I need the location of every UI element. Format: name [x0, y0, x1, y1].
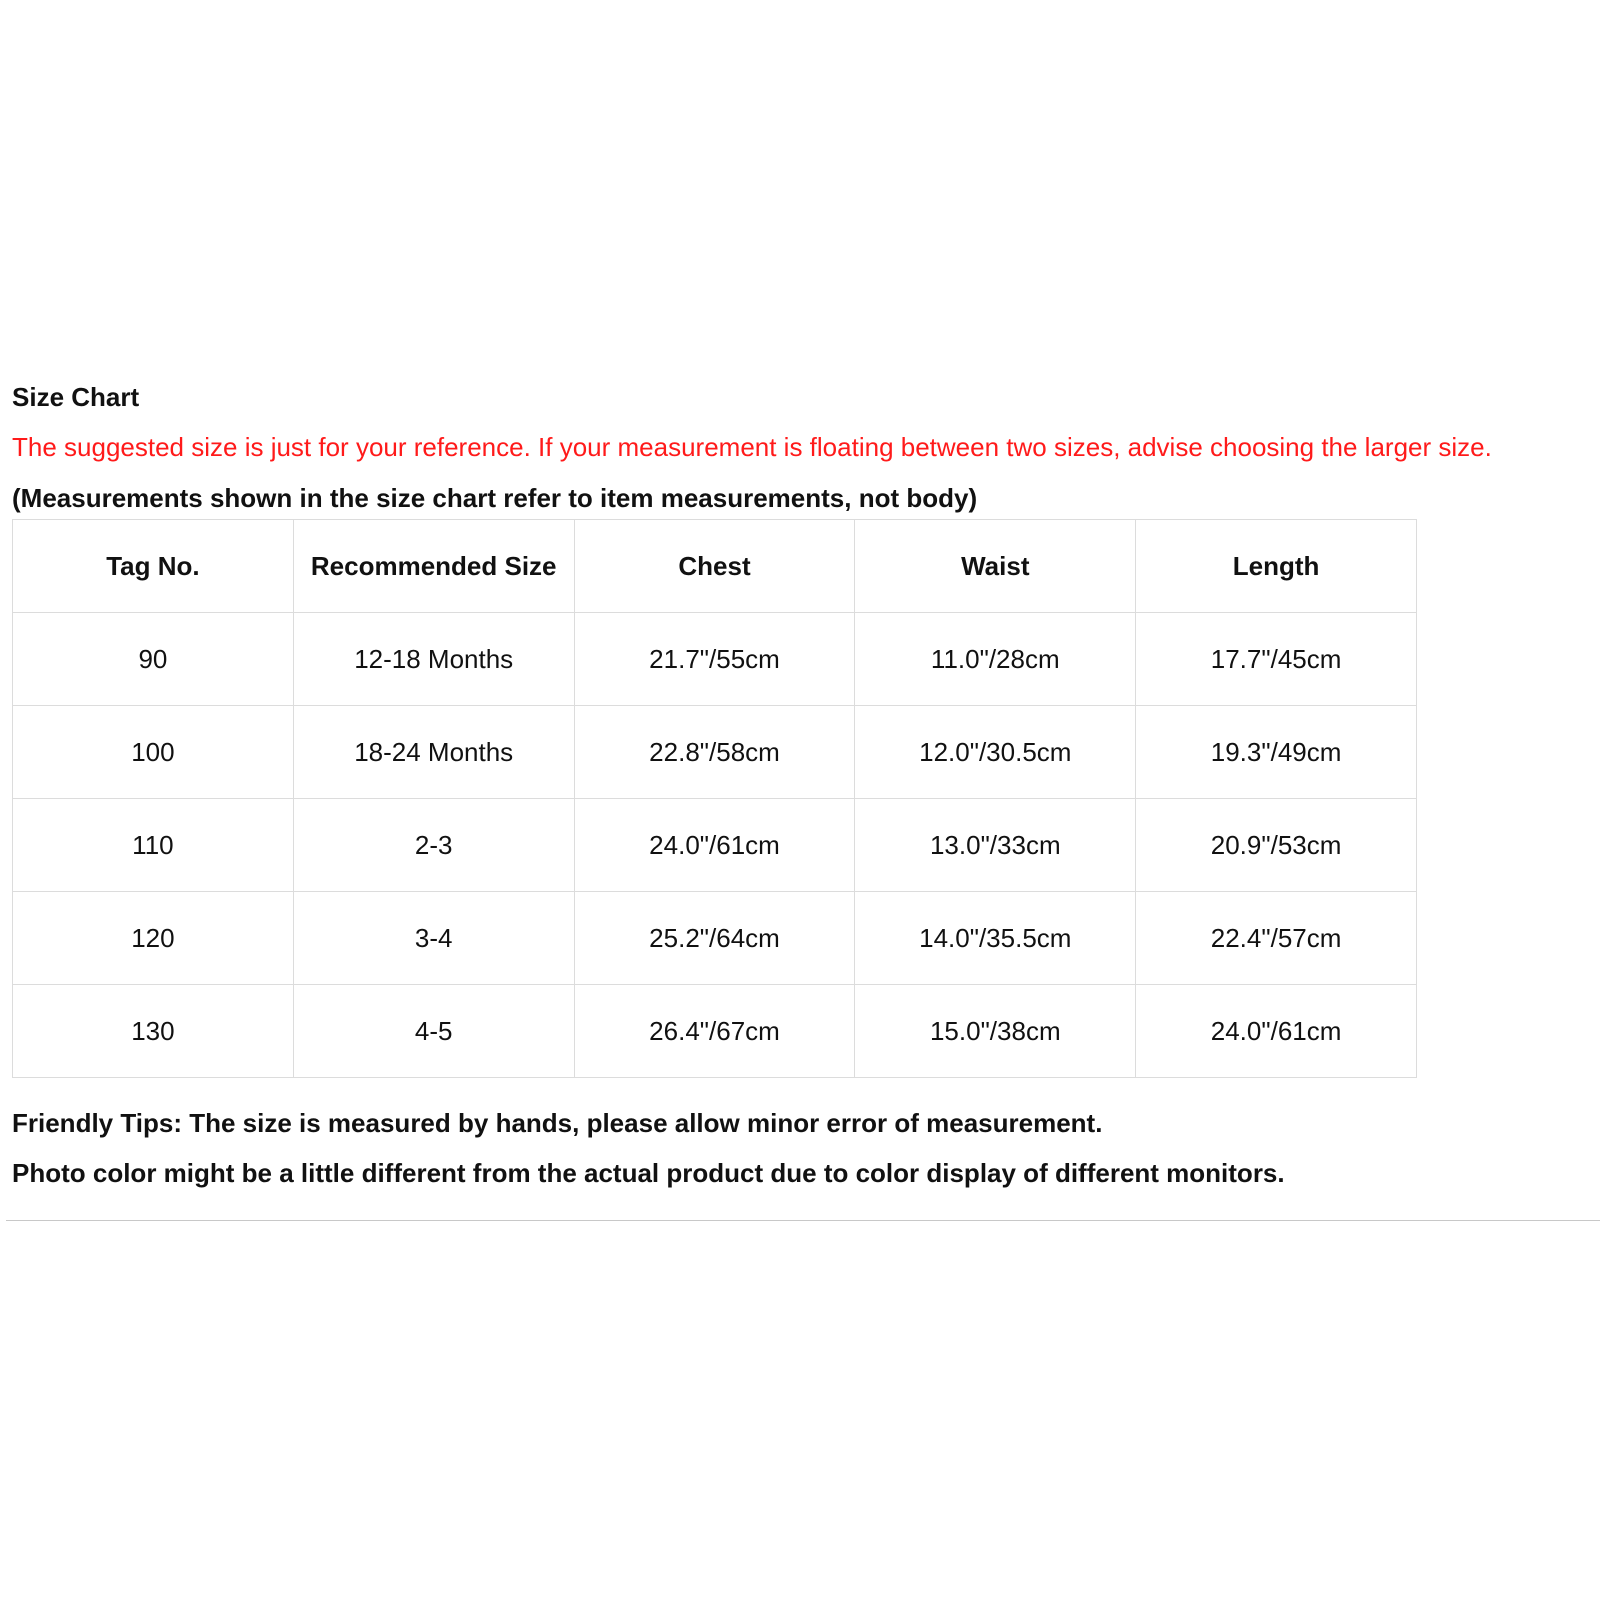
cell-length: 20.9"/53cm — [1136, 799, 1417, 892]
table-row — [13, 799, 1417, 892]
table-row — [13, 613, 1417, 706]
measurement-note: (Measurements shown in the size chart refer to item measurements, not body) — [12, 483, 978, 513]
cell-recommended-size: 12-18 Months — [293, 613, 574, 706]
cell-recommended-size: 18-24 Months — [293, 706, 574, 799]
cell-tag-no: 90 — [13, 613, 294, 706]
cell-recommended-size: 2-3 — [293, 799, 574, 892]
table-row — [13, 706, 1417, 799]
cell-tag-no: 120 — [13, 892, 294, 985]
cell-tag-no: 130 — [13, 985, 294, 1078]
cell-chest: 26.4"/67cm — [574, 985, 855, 1078]
tip-measurement-error: Friendly Tips: The size is measured by hands, please allow minor error of measurement. — [12, 1108, 1103, 1138]
cell-waist: 14.0"/35.5cm — [855, 892, 1136, 985]
cell-waist: 12.0"/30.5cm — [855, 706, 1136, 799]
column-header-tag-no: Tag No. — [13, 520, 294, 613]
table-row — [13, 892, 1417, 985]
cell-waist: 13.0"/33cm — [855, 799, 1136, 892]
cell-length: 17.7"/45cm — [1136, 613, 1417, 706]
cell-chest: 22.8"/58cm — [574, 706, 855, 799]
cell-waist: 15.0"/38cm — [855, 985, 1136, 1078]
table-row — [13, 985, 1417, 1078]
table-header-row — [13, 520, 1417, 613]
cell-chest: 24.0"/61cm — [574, 799, 855, 892]
cell-recommended-size: 3-4 — [293, 892, 574, 985]
cell-length: 19.3"/49cm — [1136, 706, 1417, 799]
column-header-recommended-size: Recommended Size — [293, 520, 574, 613]
cell-tag-no: 100 — [13, 706, 294, 799]
cell-waist: 11.0"/28cm — [855, 613, 1136, 706]
size-chart-section — [12, 380, 1587, 1206]
page-title: Size Chart — [12, 382, 140, 412]
tip-photo-color: Photo color might be a little different from the actual product due to color display of different monitors. — [12, 1158, 1285, 1188]
size-reference-notice: The suggested size is just for your reference. If your measurement is floating between two sizes, advise choosing the larger size. — [12, 432, 1492, 462]
column-header-waist: Waist — [855, 520, 1136, 613]
cell-chest: 21.7"/55cm — [574, 613, 855, 706]
divider — [6, 1220, 1600, 1221]
cell-length: 22.4"/57cm — [1136, 892, 1417, 985]
column-header-length: Length — [1136, 520, 1417, 613]
column-header-chest: Chest — [574, 520, 855, 613]
friendly-tips — [12, 1106, 1587, 1206]
cell-recommended-size: 4-5 — [293, 985, 574, 1078]
size-table — [12, 519, 1417, 1078]
cell-tag-no: 110 — [13, 799, 294, 892]
cell-chest: 25.2"/64cm — [574, 892, 855, 985]
cell-length: 24.0"/61cm — [1136, 985, 1417, 1078]
